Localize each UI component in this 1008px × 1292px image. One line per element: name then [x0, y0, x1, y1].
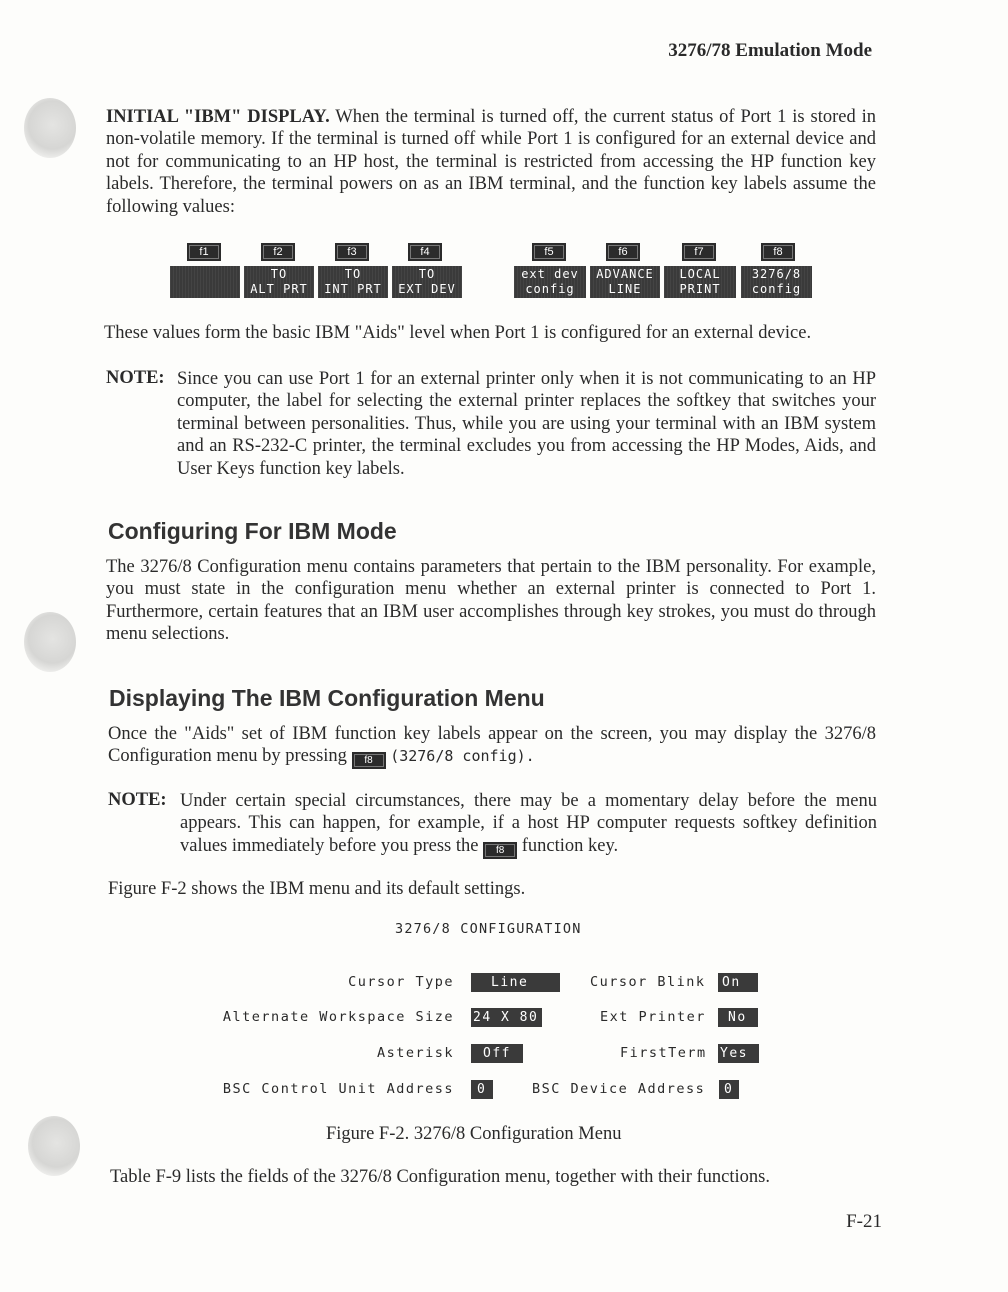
note1-text: Since you can use Port 1 for an external printer only when it is not communicating to an HP computer, the label for selecting the external printer replaces the softkey that switches your terminal between personalities. Thus, while you are using your terminal with an IBM system and an RS-232-C printer, the terminal excludes you from accessing the HP Modes, Aids, and User Keys function key labels. — [177, 369, 876, 479]
workspace-size-field[interactable]: 24 X 80 — [471, 1008, 542, 1027]
table-intro: Table F-9 lists the fields of the 3276/8 Configuration menu, together with their functions. — [110, 1167, 770, 1187]
note2-paragraph — [180, 790, 877, 859]
f8-key-cap: f8 — [761, 243, 795, 261]
binder-hole-bottom — [28, 1116, 80, 1176]
initial-display-text: When the terminal is turned off, the current status of Port 1 is stored in non-volatile memory. If the terminal is turned off while Port 1 is configured for an external device and not for communicating to an HP host, the terminal is restricted from accessing the HP function key labels. Therefore, the terminal powers on as an IBM terminal, and the function key labels assume the following values: — [106, 107, 876, 217]
bsc-control-unit-field[interactable]: 0 — [471, 1080, 493, 1099]
softkey-f7-label: LOCAL PRINT — [664, 266, 736, 298]
softkey-f8-label: 3276/8 config — [741, 266, 812, 298]
f6-key-cap: f6 — [606, 243, 640, 261]
f4-key-cap: f4 — [408, 243, 442, 261]
f8-inline-key-note: f8 — [483, 842, 517, 859]
heading-displaying-config-menu: Displaying The IBM Configuration Menu — [109, 685, 545, 711]
asterisk-field[interactable]: Off — [471, 1044, 523, 1063]
note1-label: NOTE: — [106, 368, 165, 388]
section2-text: Once the "Aids" set of IBM function key labels appear on the screen, you may display the 3276/8 Configuration menu by pressing — [108, 724, 876, 767]
section1-paragraph: The 3276/8 Configuration menu contains parameters that pertain to the IBM personality. For example, you must state in the configuration menu whether an external printer is connected to Port 1. Furthermore, certain features that an IBM user accomplishes through key strokes, you must do through menu selections. — [106, 557, 876, 645]
config-menu-title: 3276/8 CONFIGURATION — [395, 921, 582, 937]
note2-text: Under certain special circumstances, there may be a momentary delay before the menu appears. This can happen, for example, if a host HP computer requests softkey definition values immediately before you press the — [180, 791, 877, 856]
f3-key-cap: f3 — [335, 243, 369, 261]
page-number: F-21 — [846, 1211, 882, 1232]
note2-label: NOTE: — [108, 790, 167, 810]
initial-display-paragraph — [106, 106, 876, 218]
ext-printer-label: Ext Printer — [600, 1009, 706, 1025]
softkey-f5-label: ext dev config — [514, 266, 586, 298]
figure-caption: Figure F-2. 3276/8 Configuration Menu — [326, 1124, 622, 1144]
f8-inline-key: f8 — [352, 752, 386, 769]
section2-code: (3276/8 config). — [390, 747, 535, 766]
binder-hole-middle — [24, 612, 76, 672]
softkey-f3-label: TO INT PRT — [318, 266, 388, 298]
note2-text-after: function key. — [521, 835, 619, 856]
f1-key-cap: f1 — [187, 243, 221, 261]
cursor-type-label: Cursor Type — [348, 974, 454, 990]
initial-display-lead: INITIAL "IBM" DISPLAY. — [106, 107, 330, 127]
heading-configuring-ibm-mode: Configuring For IBM Mode — [108, 518, 397, 544]
firstterm-label: FirstTerm — [620, 1045, 707, 1061]
firstterm-field[interactable]: Yes — [718, 1044, 759, 1063]
softkey-f2-label: TO ALT PRT — [244, 266, 314, 298]
cursor-blink-label: Cursor Blink — [590, 974, 706, 990]
f5-key-cap: f5 — [532, 243, 566, 261]
bsc-control-unit-label: BSC Control Unit Address — [222, 1081, 454, 1097]
aids-sentence: These values form the basic IBM "Aids" level when Port 1 is configured for an external device. — [104, 323, 812, 343]
section2-paragraph — [108, 723, 876, 769]
running-head: 3276/78 Emulation Mode — [668, 40, 872, 61]
cursor-type-field[interactable]: Line — [471, 973, 560, 992]
ext-printer-field[interactable]: No — [718, 1008, 758, 1027]
cursor-blink-field[interactable]: On — [718, 973, 758, 992]
softkey-f6-label: ADVANCE LINE — [590, 266, 660, 298]
softkey-f4-label: TO EXT DEV — [392, 266, 462, 298]
binder-hole-top — [24, 98, 76, 158]
bsc-device-address-field[interactable]: 0 — [719, 1080, 739, 1099]
workspace-size-label: Alternate Workspace Size — [222, 1009, 454, 1025]
figure-intro: Figure F-2 shows the IBM menu and its default settings. — [108, 879, 526, 899]
f7-key-cap: f7 — [682, 243, 716, 261]
f2-key-cap: f2 — [261, 243, 295, 261]
asterisk-label: Asterisk — [376, 1045, 454, 1061]
softkey-f1-label — [170, 266, 240, 298]
bsc-device-address-label: BSC Device Address — [532, 1081, 706, 1097]
